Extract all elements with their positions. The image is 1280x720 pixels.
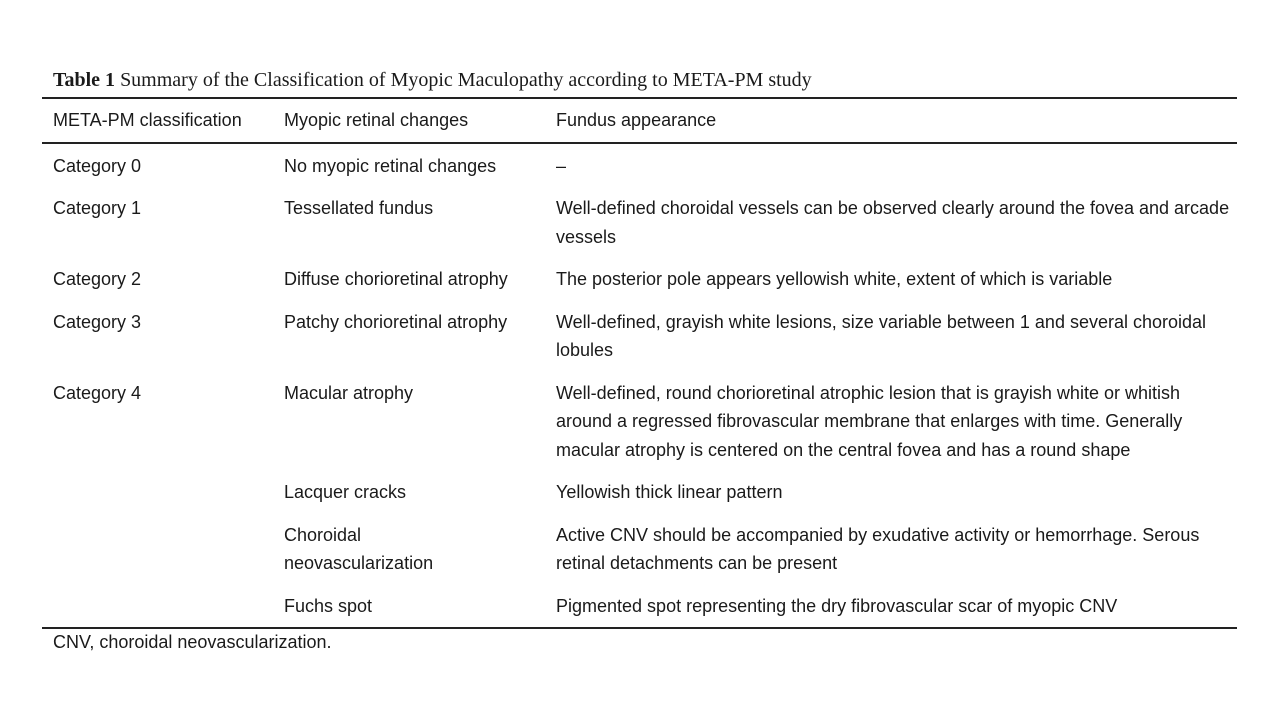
table-header-row xyxy=(42,98,1237,143)
table-caption-title: Summary of the Classification of Myopic Maculopathy according to META-PM study xyxy=(120,69,812,91)
cell-classification: Category 0 xyxy=(53,155,142,176)
cell-classification: Category 2 xyxy=(53,269,142,289)
cell-classification xyxy=(42,471,273,514)
cell-fundus-appearance: Well-defined, round chorioretinal atrophic lesion that is grayish white or whitish around a regressed fibrovascular membrane that enlarges with time. Generally macular atrophy is centered on the central fovea and has a round shape xyxy=(556,382,1183,460)
table-row xyxy=(42,372,1237,472)
table-caption-label: Table 1 xyxy=(53,69,116,91)
cell-retinal-change: Choroidal neovascularization xyxy=(284,524,434,573)
table-row xyxy=(42,301,1237,372)
table-row xyxy=(42,514,1237,585)
cell-fundus-appearance: – xyxy=(556,155,567,176)
cell-retinal-change: Fuchs spot xyxy=(284,595,373,616)
cell-retinal-change: Macular atrophy xyxy=(284,382,414,403)
cell-classification: Category 3 xyxy=(53,311,142,332)
cell-fundus-appearance: Well-defined, grayish white lesions, size variable between 1 and several choroidal lobules xyxy=(556,311,1207,360)
cell-retinal-change: Tessellated fundus xyxy=(284,198,434,218)
cell-fundus-appearance: Yellowish thick linear pattern xyxy=(556,482,783,502)
table-row xyxy=(42,143,1237,188)
cell-classification xyxy=(42,514,273,585)
cell-fundus-appearance: Well-defined choroidal vessels can be observed clearly around the fovea and arcade vessels xyxy=(556,198,1230,247)
cell-fundus-appearance: Pigmented spot representing the dry fibrovascular scar of myopic CNV xyxy=(556,595,1118,616)
cell-retinal-change: Diffuse chorioretinal atrophy xyxy=(284,269,508,289)
cell-retinal-change: Lacquer cracks xyxy=(284,482,407,502)
header-myopic-retinal-changes: Myopic retinal changes xyxy=(284,110,469,130)
table-row xyxy=(42,585,1237,629)
cell-fundus-appearance: The posterior pole appears yellowish white, extent of which is variable xyxy=(556,269,1113,289)
cell-fundus-appearance: Active CNV should be accompanied by exudative activity or hemorrhage. Serous retinal detachments can be present xyxy=(556,524,1200,573)
cell-retinal-change: Patchy chorioretinal atrophy xyxy=(284,311,508,332)
header-meta-pm-classification: META-PM classification xyxy=(53,110,242,130)
table-footnote: CNV, choroidal neovascularization. xyxy=(53,632,332,652)
table-row xyxy=(42,258,1237,301)
cell-classification: Category 4 xyxy=(53,382,142,403)
cell-classification xyxy=(42,585,273,629)
table-caption xyxy=(53,66,1233,94)
cell-retinal-change: No myopic retinal changes xyxy=(284,155,497,176)
cell-classification: Category 1 xyxy=(53,198,142,218)
classification-table xyxy=(42,97,1237,629)
table-row xyxy=(42,187,1237,258)
table-row xyxy=(42,471,1237,514)
header-fundus-appearance: Fundus appearance xyxy=(556,110,717,130)
